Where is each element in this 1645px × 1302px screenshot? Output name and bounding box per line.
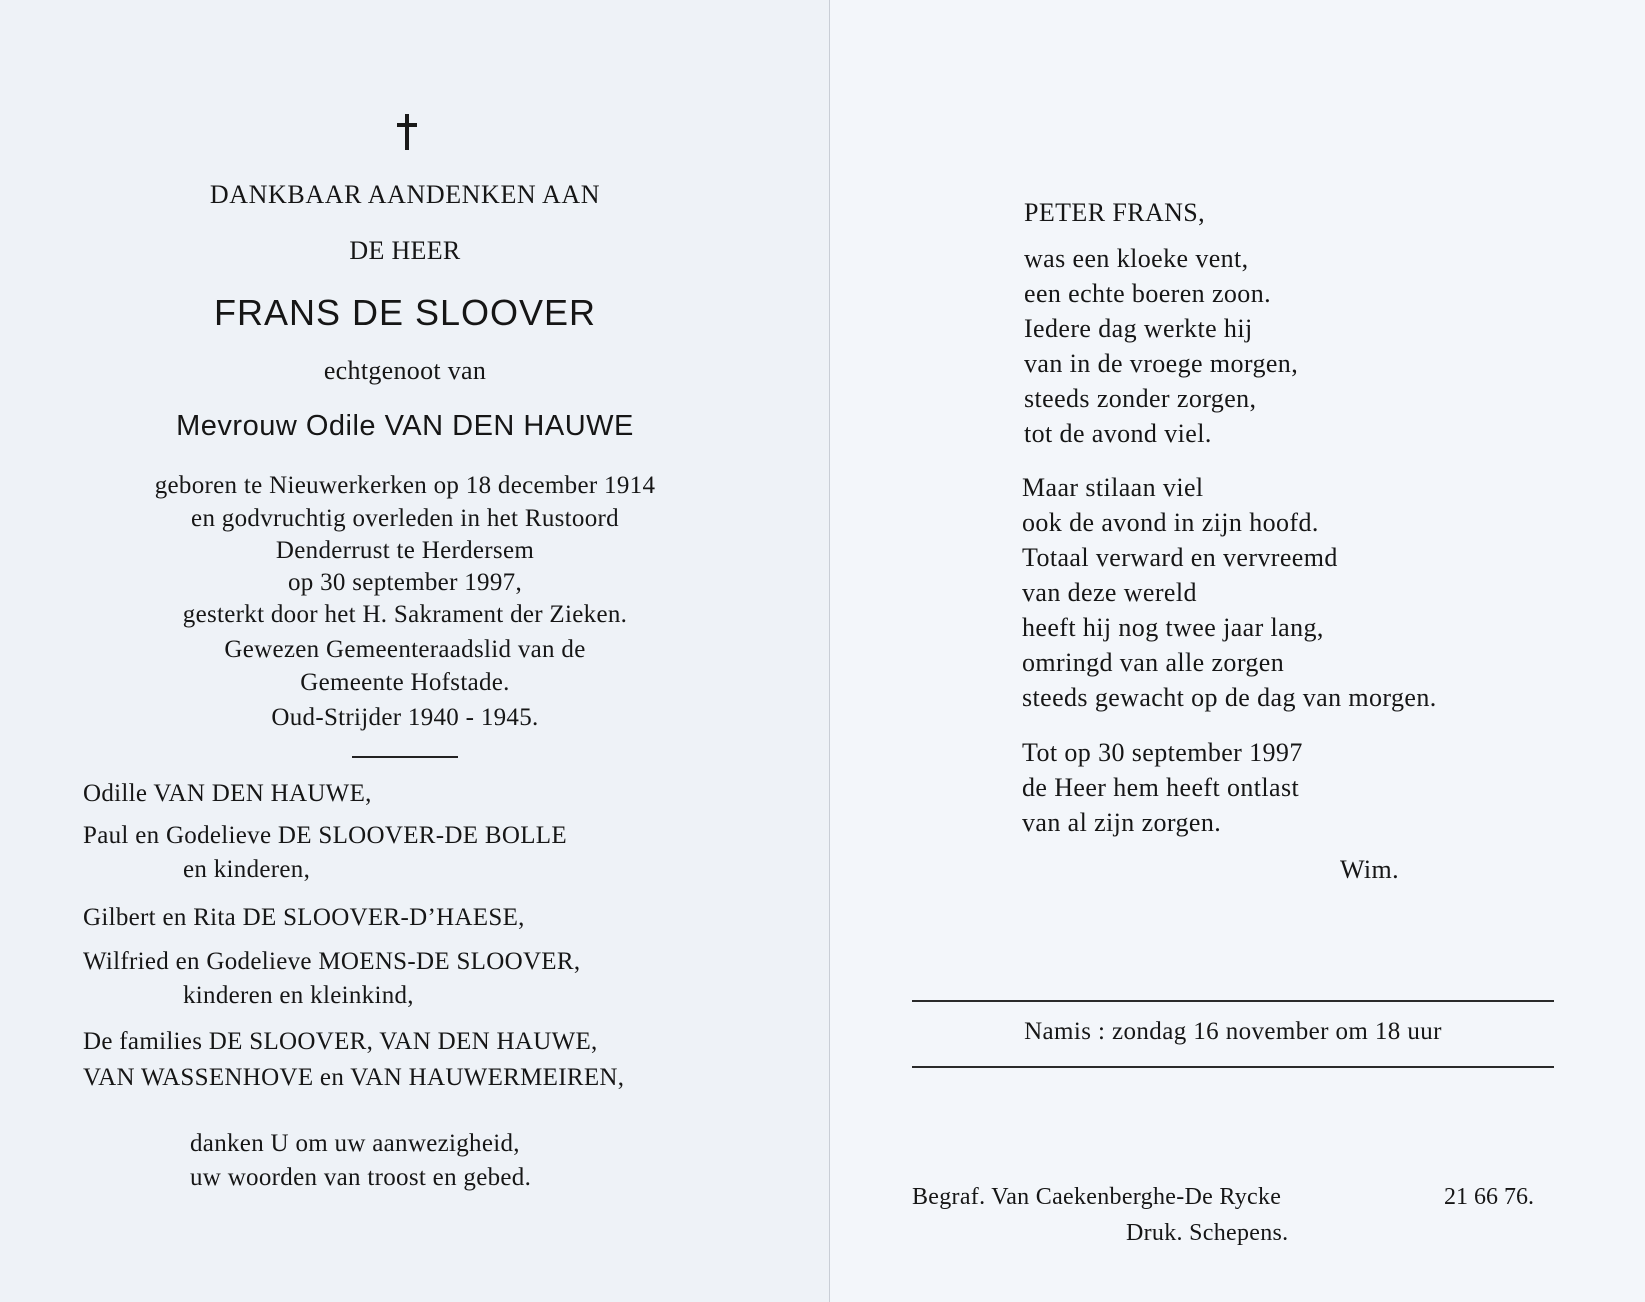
family-line: Paul en Godelieve DE SLOOVER-DE BOLLE — [83, 822, 567, 849]
family-line: kinderen en kleinkind, — [183, 982, 414, 1009]
poem-line: steeds gewacht op de dag van morgen. — [1022, 683, 1437, 712]
cross-icon — [397, 114, 417, 150]
rule-bottom — [912, 1066, 1554, 1068]
family-line: Wilfried en Godelieve MOENS-DE SLOOVER, — [83, 948, 581, 975]
family-line: Gilbert en Rita DE SLOOVER-D’HAESE, — [83, 904, 525, 931]
poem-title: PETER FRANS, — [1024, 198, 1206, 227]
poem-line: van deze wereld — [1022, 578, 1197, 607]
poem-line: de Heer hem heeft ontlast — [1022, 773, 1300, 802]
relation: echtgenoot van — [323, 356, 487, 385]
poem-line: ook de avond in zijn hoofd. — [1022, 508, 1319, 537]
family-line: Odille VAN DEN HAUWE, — [83, 780, 372, 807]
poem-line: Iedere dag werkte hij — [1024, 314, 1253, 343]
section-divider — [352, 756, 458, 758]
poem-line: was een kloeke vent, — [1024, 244, 1249, 273]
undertaker-phone: 21 66 76. — [1444, 1184, 1534, 1210]
bio-line: geboren te Nieuwerkerken op 18 december 1914 — [154, 472, 656, 499]
poem-line: van in de vroege morgen, — [1024, 349, 1299, 378]
deceased-name: FRANS DE SLOOVER — [213, 292, 597, 333]
printer: Druk. Schepens. — [1126, 1220, 1289, 1246]
poem-line: Tot op 30 september 1997 — [1022, 738, 1303, 767]
family-line: De families DE SLOOVER, VAN DEN HAUWE, — [83, 1028, 598, 1055]
poem-line: omringd van alle zorgen — [1022, 648, 1285, 677]
poem-line: tot de avond viel. — [1024, 419, 1212, 448]
poem-line: van al zijn zorgen. — [1022, 808, 1222, 837]
mass-notice: Namis : zondag 16 november om 18 uur — [1024, 1018, 1442, 1045]
bio-line: Denderrust te Herdersem — [275, 537, 535, 564]
poem-line: Maar stilaan viel — [1022, 473, 1204, 502]
title-prefix: DE HEER — [349, 236, 461, 265]
family-line: en kinderen, — [183, 856, 311, 883]
heading: DANKBAAR AANDENKEN AAN — [209, 180, 601, 209]
poem-line: een echte boeren zoon. — [1024, 279, 1272, 308]
rule-top — [912, 1000, 1554, 1002]
bio-line: gesterkt door het H. Sakrament der Zieken. — [182, 601, 628, 628]
poem-line: steeds zonder zorgen, — [1024, 384, 1257, 413]
bio-line: Gemeente Hofstade. — [300, 669, 510, 696]
poem-signature: Wim. — [1340, 855, 1400, 884]
thanks-line: uw woorden van troost en gebed. — [190, 1164, 532, 1191]
family-line: VAN WASSENHOVE en VAN HAUWERMEIREN, — [83, 1064, 625, 1091]
bio-line: op 30 september 1997, — [287, 569, 523, 596]
spouse-name: Mevrouw Odile VAN DEN HAUWE — [176, 410, 634, 442]
poem-line: heeft hij nog twee jaar lang, — [1022, 613, 1324, 642]
bio-line: en godvruchtig overleden in het Rustoord — [191, 505, 619, 532]
thanks-line: danken U om uw aanwezigheid, — [190, 1130, 520, 1157]
bio-line: Oud-Strijder 1940 - 1945. — [271, 704, 539, 731]
undertaker: Begraf. Van Caekenberghe-De Rycke — [912, 1184, 1282, 1210]
poem-line: Totaal verward en vervreemd — [1022, 543, 1338, 572]
bio-line: Gewezen Gemeenteraadslid van de — [224, 636, 586, 663]
